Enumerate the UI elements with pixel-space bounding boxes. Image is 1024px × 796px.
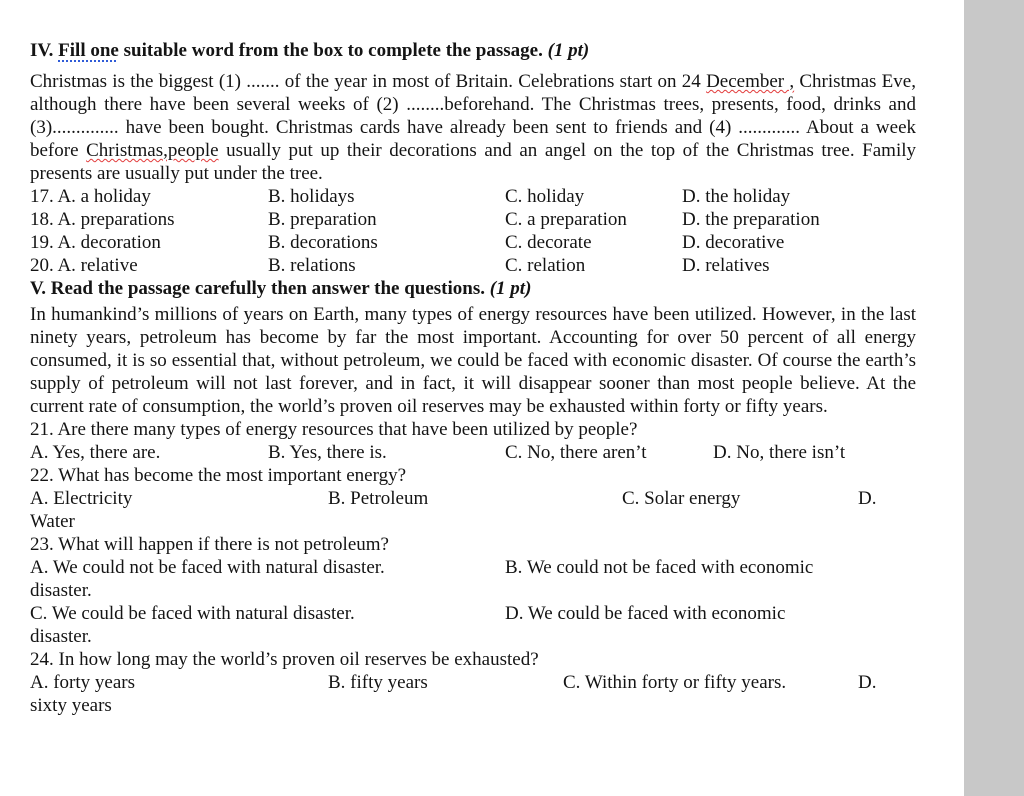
option-20-b: B. relations <box>268 255 356 276</box>
page-right-edge <box>964 0 1024 796</box>
option-21-c: C. No, there aren’t <box>505 442 647 463</box>
passage-iv-part-2: Christmas Eve, although there have been several weeks of (2) ........beforehand. The Christmas trees, presents, food, drinks and (3).............. have been bought. Christmas cards have already been sent to friends and (4) ............. About a week before <box>30 71 916 161</box>
option-17-c: C. holiday <box>505 186 585 207</box>
option-22-d: D. <box>858 488 877 509</box>
document-content <box>30 39 916 717</box>
section-iv-title: suitable word from the box to complete the passage. <box>118 40 548 61</box>
section-iv-passage <box>30 70 916 185</box>
option-18-d: D. the preparation <box>682 209 820 230</box>
option-22-d-wrap: Water <box>30 511 75 532</box>
option-23-c: C. We could be faced with natural disaster. <box>30 603 355 624</box>
section-v-passage: In humankind’s millions of years on Earth, many types of energy resources have been utilized. However, in the last ninety years, petroleum has become by far the most important. Accounting for over 50 percent of all energy consumed, it is so essential that, without petroleum, we could be faced with economic disaster. Of course the earth’s supply of petroleum will not last forever, and in fact, it will disappear sooner than most people believe. At the current rate of consumption, the world’s proven oil reserves may be exhausted within forty or fifty years. <box>30 304 916 417</box>
question-23-options-cd <box>30 602 916 625</box>
option-19-c: C. decorate <box>505 232 592 253</box>
option-22-c: C. Solar energy <box>622 488 741 509</box>
option-17-b: B. holidays <box>268 186 355 207</box>
option-22-a: A. Electricity <box>30 488 133 509</box>
option-17-d: D. the holiday <box>682 186 791 207</box>
section-v-heading <box>30 277 916 300</box>
option-22-b: B. Petroleum <box>328 488 429 509</box>
section-iv-number: IV. <box>30 40 59 61</box>
option-23-a: A. We could not be faced with natural disaster. <box>30 557 385 578</box>
option-21-b: B. Yes, there is. <box>268 442 387 463</box>
question-24-stem: 24. In how long may the world’s proven oil reserves be exhausted? <box>30 649 539 670</box>
option-24-b: B. fifty years <box>328 672 428 693</box>
grammar-check-fill-one: Fill one <box>58 40 119 61</box>
question-row-17 <box>30 185 916 208</box>
option-18-a: 18. A. preparations <box>30 209 175 230</box>
question-23-stem: 23. What will happen if there is not petroleum? <box>30 534 389 555</box>
question-23-options-ab <box>30 556 916 579</box>
option-21-d: D. No, there isn’t <box>713 442 846 463</box>
option-24-c: C. Within forty or fifty years. <box>563 672 787 693</box>
option-23-b: B. We could not be faced with economic <box>505 557 814 578</box>
question-row-18 <box>30 208 916 231</box>
option-20-d: D. relatives <box>682 255 770 276</box>
option-23-d-wrap: disaster. <box>30 626 92 647</box>
section-iv-points: (1 pt) <box>547 40 590 61</box>
section-v-title: V. Read the passage carefully then answer the questions. <box>30 278 490 299</box>
option-17-a: 17. A. a holiday <box>30 186 151 207</box>
option-18-c: C. a preparation <box>505 209 627 230</box>
passage-iv-part-1: Christmas is the biggest (1) ....... of the year in most of Britain. Celebrations start on 24 <box>30 71 707 92</box>
question-22-stem: 22. What has become the most important energy? <box>30 465 407 486</box>
option-19-a: 19. A. decoration <box>30 232 161 253</box>
option-20-c: C. relation <box>505 255 586 276</box>
question-21-options <box>30 441 916 464</box>
passage-iv-part-3: usually put up their decorations and an angel on the top of the Christmas tree. Family presents are usually put under the tree. <box>30 140 916 184</box>
option-18-b: B. preparation <box>268 209 377 230</box>
option-24-d: D. <box>858 672 877 693</box>
section-v-points: (1 pt) <box>489 278 532 299</box>
option-24-d-wrap: sixty years <box>30 695 112 716</box>
section-iv-heading <box>30 39 916 62</box>
question-row-20 <box>30 254 916 277</box>
question-row-19 <box>30 231 916 254</box>
question-22-options <box>30 487 916 510</box>
option-23-b-wrap: disaster. <box>30 580 92 601</box>
option-19-b: B. decorations <box>268 232 378 253</box>
option-21-a: A. Yes, there are. <box>30 442 161 463</box>
option-20-a: 20. A. relative <box>30 255 138 276</box>
option-19-d: D. decorative <box>682 232 785 253</box>
option-23-d: D. We could be faced with economic <box>505 603 786 624</box>
question-24-options <box>30 671 916 694</box>
option-24-a: A. forty years <box>30 672 135 693</box>
question-21-stem: 21. Are there many types of energy resources that have been utilized by people? <box>30 419 638 440</box>
spellcheck-december: December , <box>706 71 795 92</box>
spellcheck-christmas-people: Christmas,people <box>86 140 219 161</box>
